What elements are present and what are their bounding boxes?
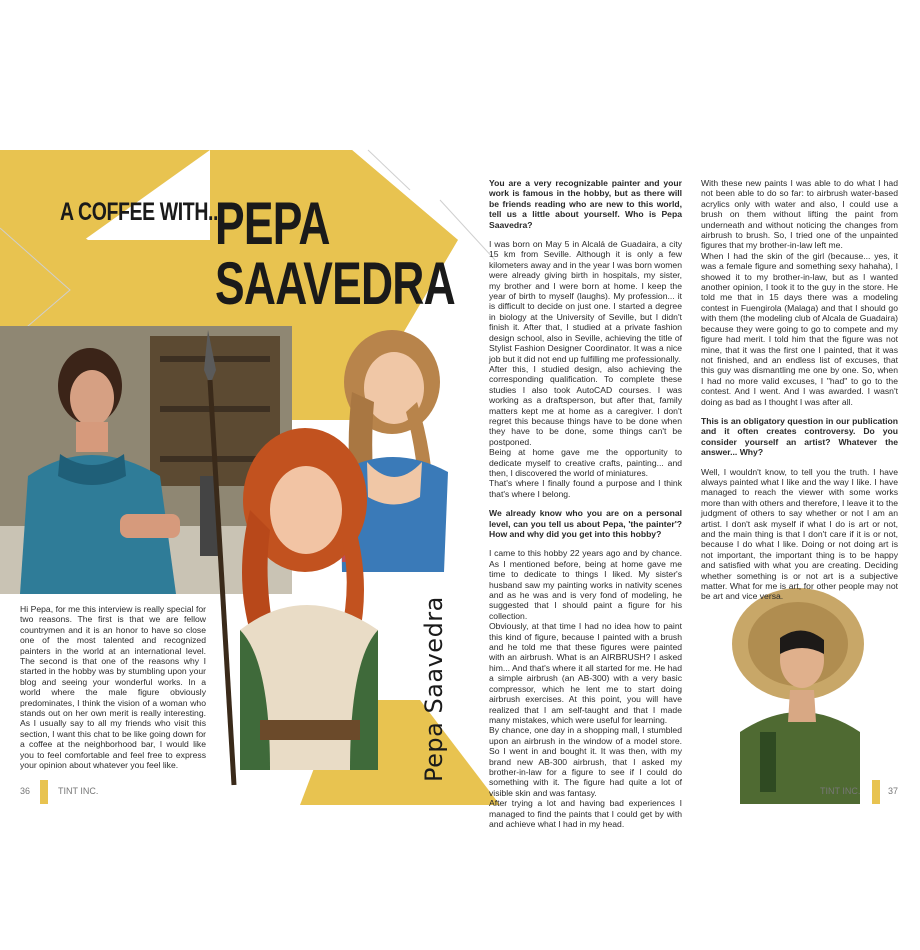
question-3: This is an obligatory question in our publication and it often creates controversy. Do you consider yourself an artist? Whatever the answer... Why? (701, 415, 898, 458)
right-brand: TINT INC. (820, 786, 861, 796)
answer-2-paragraph-2: Obviously, at that time I had no idea how to paint this kind of figure, because I painted with a brush and he told me that these figures were painted with an airbrush. What is an AIRBRUSH? I asked him... And that's where it all started for me. He had a simple airbrush (an AB-300) with a very basic compressor, which he lent me to start doing airbrush exercises. At this point, you will have realized that I am self-taught and that I made many mistakes, which were useful for learning. (489, 621, 682, 725)
title-last-name: SAAVEDRA (215, 250, 455, 317)
answer-1-paragraph-2: After this, I studied design, also achieving the corresponding qualification. To complete these studies I also took AutoCAD courses. I was working as a draftsperson, but after that, family matters kept me at home as a caregiver. I don't regret this because things have to be done when they have to be done, some things can't be postponed. (489, 363, 682, 447)
intro-paragraph: Hi Pepa, for me this interview is really special for two reasons. The first is that we are fellow countrymen and it is an honor to have so close one of the most talented and recognized painters in the world at an international level. The second is that one of the reasons why I started in the hobby was by stumbling upon your blog and seeing your wonderful works. In a world where the male figure obviously predominates, I think the vision of a woman who stands out on her own merit is really interesting. As I usually say to all my friends who visit this section, I want this chat to be like going down for a coffee at the neighborhood bar, I would like you to feel comfortable and feel free to express your opinion about whatever you feel like. (20, 604, 206, 771)
answer-2-paragraph-1: I came to this hobby 22 years ago and by chance. As I mentioned before, being at home gave me time to dedicate to things I liked. My sister's husband saw my painting works in nativity scenes and as he was and is very fond of modeling, he suggested that I should paint a figure for his collection. (489, 548, 682, 621)
title-first-name: PEPA (215, 190, 330, 257)
signature-text: Pepa Saavedra (420, 596, 448, 782)
right-page-number: 37 (888, 786, 899, 796)
hat-miniature-photo (720, 582, 870, 804)
answer-1-paragraph-4: That's where I finally found a purpose and I think that's where I belong. (489, 478, 682, 499)
left-page-number: 36 (20, 786, 31, 796)
redhead-miniature-illustration (200, 330, 410, 790)
answer-2-paragraph-4: After trying a lot and having bad experiences I managed to find the paints that I could get by with and achieve what I had in my head. (489, 798, 682, 829)
interview-column-1 (489, 178, 682, 829)
column-3-paragraph-1: With these new paints I was able to do what I had not been able to do so far: to airbrush water-based acrylics only with water and also, I could use a brush on them without lifting the paint from underneath and without noticing the changes from airbrush to brush. So, I tried one of the unpainted figures that my brother-in-law left me. (701, 178, 898, 251)
right-folio-bar (872, 780, 880, 804)
answer-2-paragraph-3: By chance, one day in a shopping mall, I stumbled upon an airbrush in the window of a model store. So I went in and bought it. It was then, with my brand new AB-300 airbrush, that I asked my brother-in-law for a figure to see if I could do something with it. The figure had quite a lot of visible skin and was fantasy. (489, 725, 682, 798)
interview-column-2 (701, 178, 898, 602)
answer-3: Well, I wouldn't know, to tell you the truth. I have always painted what I like and the way I like. I have managed to reach the viewer with some works more than with others and therefore, I leave it to the judgment of others to say whether or not I am an artist. I don't ask myself if what I do is art or not, and the main thing is that I don't care if it is or not, because I do what I like. Doing or not doing art is not important, the important thing is to be happy and satisfied with what you are creating. Deciding whether something is or not art is a subjective matter. What for me is art, for other people may not be art and vice versa. (701, 466, 898, 602)
hat-miniature-illustration (720, 582, 870, 804)
question-1: You are a very recognizable painter and your work is famous in the hobby, but as there will be friends reading who are new to this world, tell us a little about yourself. Who is Pepa Saavedra? (489, 178, 682, 230)
answer-1-paragraph-1: I was born on May 5 in Alcalá de Guadaira, a city 15 km from Seville. Although it is only a few kilometers away and in the year I was born women were already giving birth in hospitals, my sister, my brother and I were born at home. I keep the year of birth to myself (laughs). My profession... it is difficult to decide on just one. I started a degree in biology at the University of Seville, but I didn't finish it. After that, I studied at a private fashion design school, also in Seville, achieving the title of Stylist Fashion Designer Coordinator. It was a nice job but it did not end up fulfilling me professionally. (489, 239, 682, 364)
redhead-miniature-photo (200, 330, 410, 790)
left-folio-bar (40, 780, 48, 804)
answer-1-paragraph-3: Being at home gave me the opportunity to dedicate myself to creative crafts, painting... and then, I discovered the world of miniatures. (489, 447, 682, 478)
question-2: We already know who you are on a personal level, can you tell us about Pepa, 'the painter'? How and why did you get into this hobby? (489, 508, 682, 539)
column-3-paragraph-2: When I had the skin of the girl (because... yes, it was a female figure and something sexy hahaha), I showed it to my brother-in-law, but as I wanted another opinion, I took it to the guy in the store. He told me that in 15 days there was a modeling contest in Fuengirola (Malaga) and that I should go with them (the modeling club of Alcala de Guadaira) because they were going to go to compete and my figure had merit. I told him that the figure was not mine, that it was the first one I painted, that it was not finished, and an endless list of excuses, that this guy was dismantling me one by one. So, when I had no more valid excuses, I "had" to go to the contest. And I went. And I was awarded. I wasn't doing as bad as I thought I was after all. (701, 250, 898, 407)
title-intro: A COFFEE WITH... (60, 198, 224, 226)
left-brand: TINT INC. (58, 786, 99, 796)
intro-column (20, 604, 206, 771)
